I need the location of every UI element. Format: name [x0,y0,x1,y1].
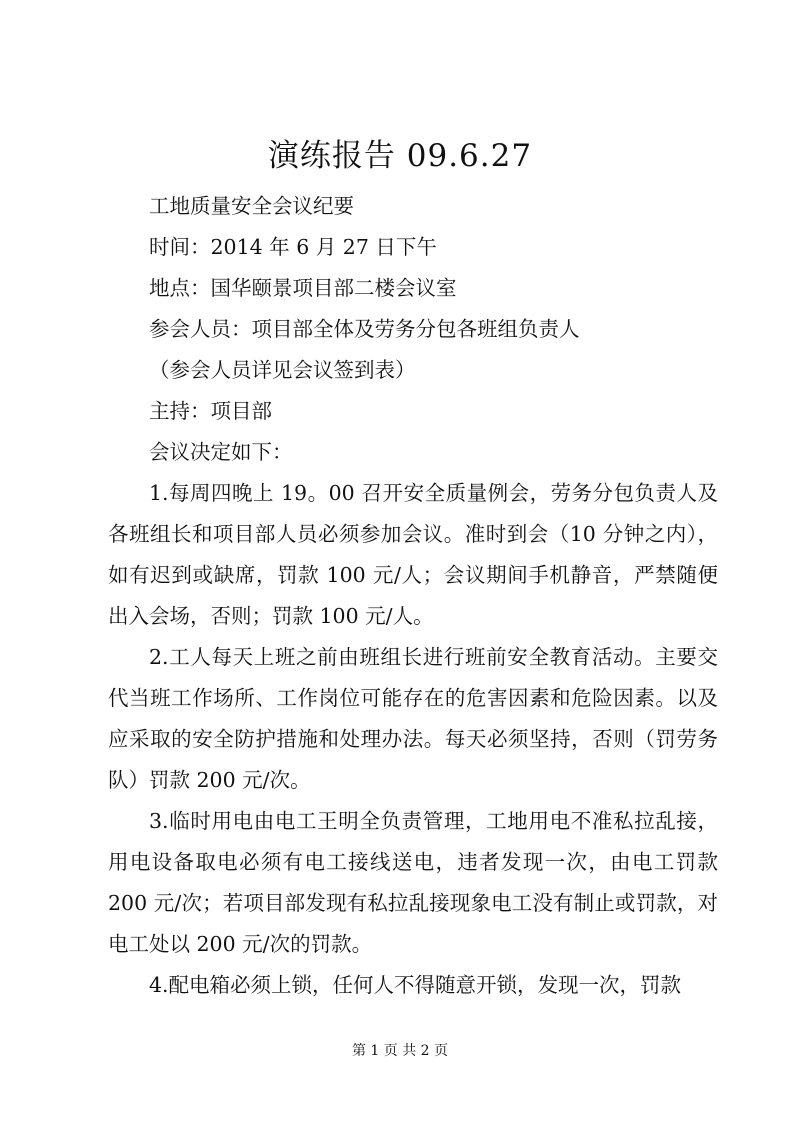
attendees-note: （参会人员详见会议签到表） [149,358,416,382]
meeting-heading: 工地质量安全会议纪要 [149,194,354,218]
decision-item-2: 2.工人每天上班之前由班组长进行班前安全教育活动。主要交代当班工作场所、工作岗位可能存在的危害因素和危险因素。以及应采取的安全防护措施和处理办法。每天必须坚持，否则（罚劳务队）罚款 200 元/次。 [108,645,718,792]
page-footer: 第 1 页 共 2 页 [351,1043,449,1059]
document-body [108,186,718,1006]
meeting-time: 时间：2014 年 6 月 27 日下午 [149,235,437,259]
decision-item-1: 1.每周四晚上 19。00 召开安全质量例会，劳务分包负责人及各班组长和项目部人员必须参加会议。准时到会（10 分钟之内），如有迟到或缺席，罚款 100 元/人；会议期间手机静音，严禁随便出入会场，否则；罚款 100 元/人。 [108,481,718,628]
meeting-location: 地点：国华颐景项目部二楼会议室 [149,276,457,300]
meeting-host: 主持：项目部 [149,399,272,423]
decision-item-4: 4.配电箱必须上锁，任何人不得随意开锁，发现一次，罚款 [149,973,682,997]
meeting-attendees: 参会人员：项目部全体及劳务分包各班组负责人 [149,317,580,341]
decision-item-3: 3.临时用电由电工王明全负责管理，工地用电不准私拉乱接，用电设备取电必须有电工接线送电，违者发现一次，由电工罚款 200 元/次；若项目部发现有私拉乱接现象电工没有制止或罚款，对电工处以 200 元/次的罚款。 [108,809,718,956]
decisions-intro: 会议决定如下： [149,440,293,464]
document-title: 演练报告 09.6.27 [267,138,533,174]
